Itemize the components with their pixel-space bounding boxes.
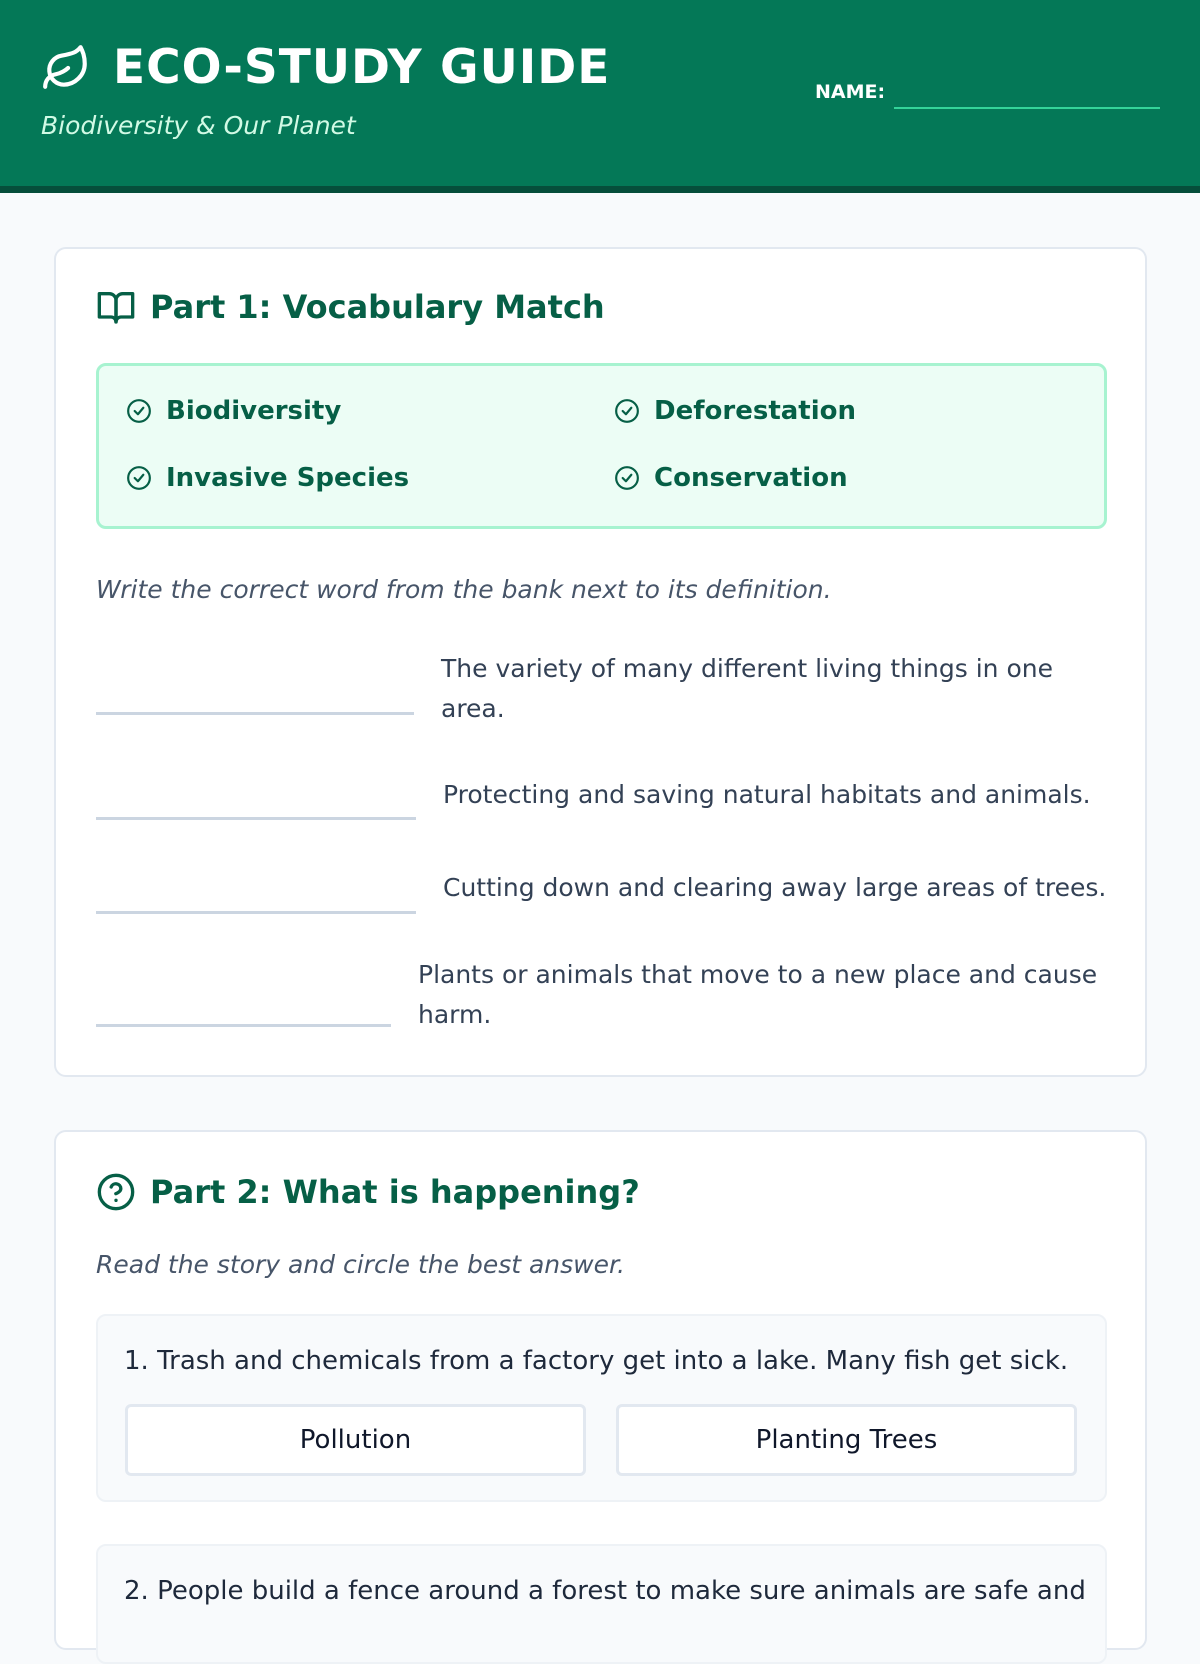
book-open-icon bbox=[96, 287, 136, 327]
section-title-text: Part 1: Vocabulary Match bbox=[150, 288, 605, 326]
answer-blank[interactable] bbox=[96, 712, 414, 715]
brand bbox=[41, 40, 610, 96]
section-title-text: Part 2: What is happening? bbox=[150, 1173, 640, 1211]
word-bank-item: Invasive Species bbox=[126, 463, 409, 493]
check-circle-icon bbox=[126, 398, 152, 424]
page-title: ECO-STUDY GUIDE bbox=[113, 40, 611, 95]
leaf-icon bbox=[41, 43, 91, 93]
definition-row bbox=[96, 955, 1107, 1045]
answer-blank[interactable] bbox=[96, 817, 416, 820]
definition-text: Protecting and saving natural habitats and animals. bbox=[443, 780, 1091, 809]
definition-row bbox=[96, 649, 1107, 739]
word-bank-item: Conservation bbox=[614, 463, 848, 493]
definition-text: The variety of many different living things in one area. bbox=[441, 654, 1053, 723]
question-card bbox=[96, 1544, 1107, 1664]
scenario-card bbox=[54, 1130, 1147, 1650]
name-field[interactable] bbox=[894, 107, 1160, 109]
page-subtitle: Biodiversity & Our Planet bbox=[41, 111, 356, 140]
help-circle-icon bbox=[96, 1172, 136, 1212]
definition-row bbox=[96, 775, 1107, 835]
word-bank-item: Deforestation bbox=[614, 396, 856, 426]
answer-choice-planting-trees[interactable]: Planting Trees bbox=[616, 1404, 1077, 1476]
page-header bbox=[0, 0, 1200, 193]
definition-text: Plants or animals that move to a new place and cause harm. bbox=[418, 960, 1098, 1029]
question-text: 2. People build a fence around a forest to make sure animals are safe and bbox=[124, 1576, 1086, 1606]
word-bank-item: Biodiversity bbox=[126, 396, 341, 426]
word-bank bbox=[96, 363, 1107, 529]
question-card bbox=[96, 1314, 1107, 1502]
answer-blank[interactable] bbox=[96, 911, 416, 914]
section-title-part1 bbox=[96, 287, 605, 327]
section-title-part2 bbox=[96, 1172, 640, 1212]
check-circle-icon bbox=[614, 465, 640, 491]
part2-instructions: Read the story and circle the best answer. bbox=[96, 1250, 625, 1279]
question-text: 1. Trash and chemicals from a factory get into a lake. Many fish get sick. bbox=[124, 1346, 1069, 1376]
check-circle-icon bbox=[614, 398, 640, 424]
definition-text: Cutting down and clearing away large areas of trees. bbox=[443, 873, 1107, 902]
check-circle-icon bbox=[126, 465, 152, 491]
name-label: NAME: bbox=[815, 81, 886, 103]
answer-blank[interactable] bbox=[96, 1024, 391, 1027]
part1-instructions: Write the correct word from the bank next to its definition. bbox=[96, 575, 832, 604]
definition-row bbox=[96, 868, 1107, 928]
answer-choice-pollution[interactable]: Pollution bbox=[125, 1404, 586, 1476]
vocabulary-card bbox=[54, 247, 1147, 1077]
